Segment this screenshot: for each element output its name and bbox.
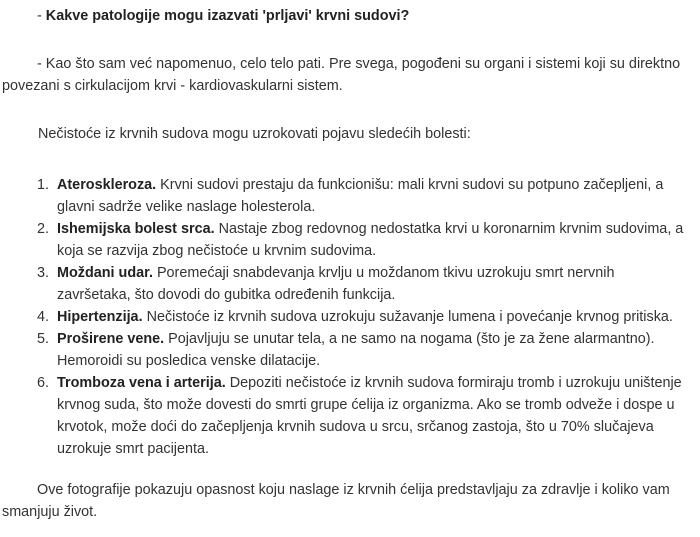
disease-text: Nastaje zbog redovnog nedostatka krvi u koronarnim krvnim sudovima, a koja se razvija zbog nečistoće u krvnim sudovima. [57, 221, 684, 259]
disease-title: Ishemijska bolest srca. [57, 221, 215, 237]
list-item [37, 306, 687, 328]
list-item [37, 218, 687, 262]
list-number: 2. [37, 221, 50, 237]
closing-paragraph: Ove fotografije pokazuju opasnost koju naslage iz krvnih ćelija predstavljaju za zdravlje i koliko vam smanjuju život. [2, 482, 670, 520]
list-item [37, 174, 687, 218]
list-number: 5. [37, 331, 50, 347]
disease-title: Moždani udar. [57, 265, 153, 281]
question-prefix: - [37, 8, 46, 24]
disease-title: Hipertenzija. [57, 309, 143, 325]
disease-list [0, 174, 687, 460]
list-item [37, 372, 687, 460]
answer-intro-paragraph: - Kao što sam već napomenuo, celo telo pati. Pre svega, pogođeni su organi i sistemi koji su direktno povezani s cirkulacijom krvi - kardiovaskularni sistem. [2, 56, 681, 94]
disease-text: Poremećaji snabdevanja krvlju u moždanom tkivu uzrokuju smrt nervnih završetaka, što dovodi do gubitka određenih funkcija. [57, 265, 615, 303]
disease-title: Proširene vene. [57, 331, 165, 347]
list-number: 4. [37, 309, 50, 325]
question-text: Kakve patologije mogu izazvati 'prljavi' krvni sudovi? [45, 8, 410, 24]
disease-text: Depoziti nečistoće iz krvnih sudova formiraju tromb i uzrokuju uništenje krvnog suda, što može dovesti do smrti grupe ćelija iz organizma. Ako se tromb odveže i dospe u krvotok, može doći do začepljenja krvnih sudova u srcu, srčanog zastoja, što u 70% slučajeva uzrokuje smrt pacijenta. [57, 375, 682, 457]
disease-title: Ateroskleroza. [57, 177, 157, 193]
list-item [37, 262, 687, 306]
disease-text: Krvni sudovi prestaju da funkcionišu: mali krvni sudovi su potpuno začepljeni, a glavni sadrže velike naslage holesterola. [57, 177, 664, 215]
disease-text: Pojavljuju se unutar tela, a ne samo na nogama (što je za žene alarmantno). Hemoroidi su posledica venske dilatacije. [57, 331, 655, 369]
disease-title: Tromboza vena i arterija. [57, 375, 226, 391]
list-number: 1. [37, 177, 50, 193]
disease-text: Nečistoće iz krvnih sudova uzrokuju sužavanje lumena i povećanje krvnog pritiska. [142, 309, 673, 325]
list-number: 6. [37, 375, 50, 391]
list-intro-paragraph: Nečistoće iz krvnih sudova mogu uzrokovati pojavu sledećih bolesti: [38, 126, 471, 142]
list-item [37, 328, 687, 372]
list-number: 3. [37, 265, 50, 281]
question-paragraph [2, 5, 692, 27]
